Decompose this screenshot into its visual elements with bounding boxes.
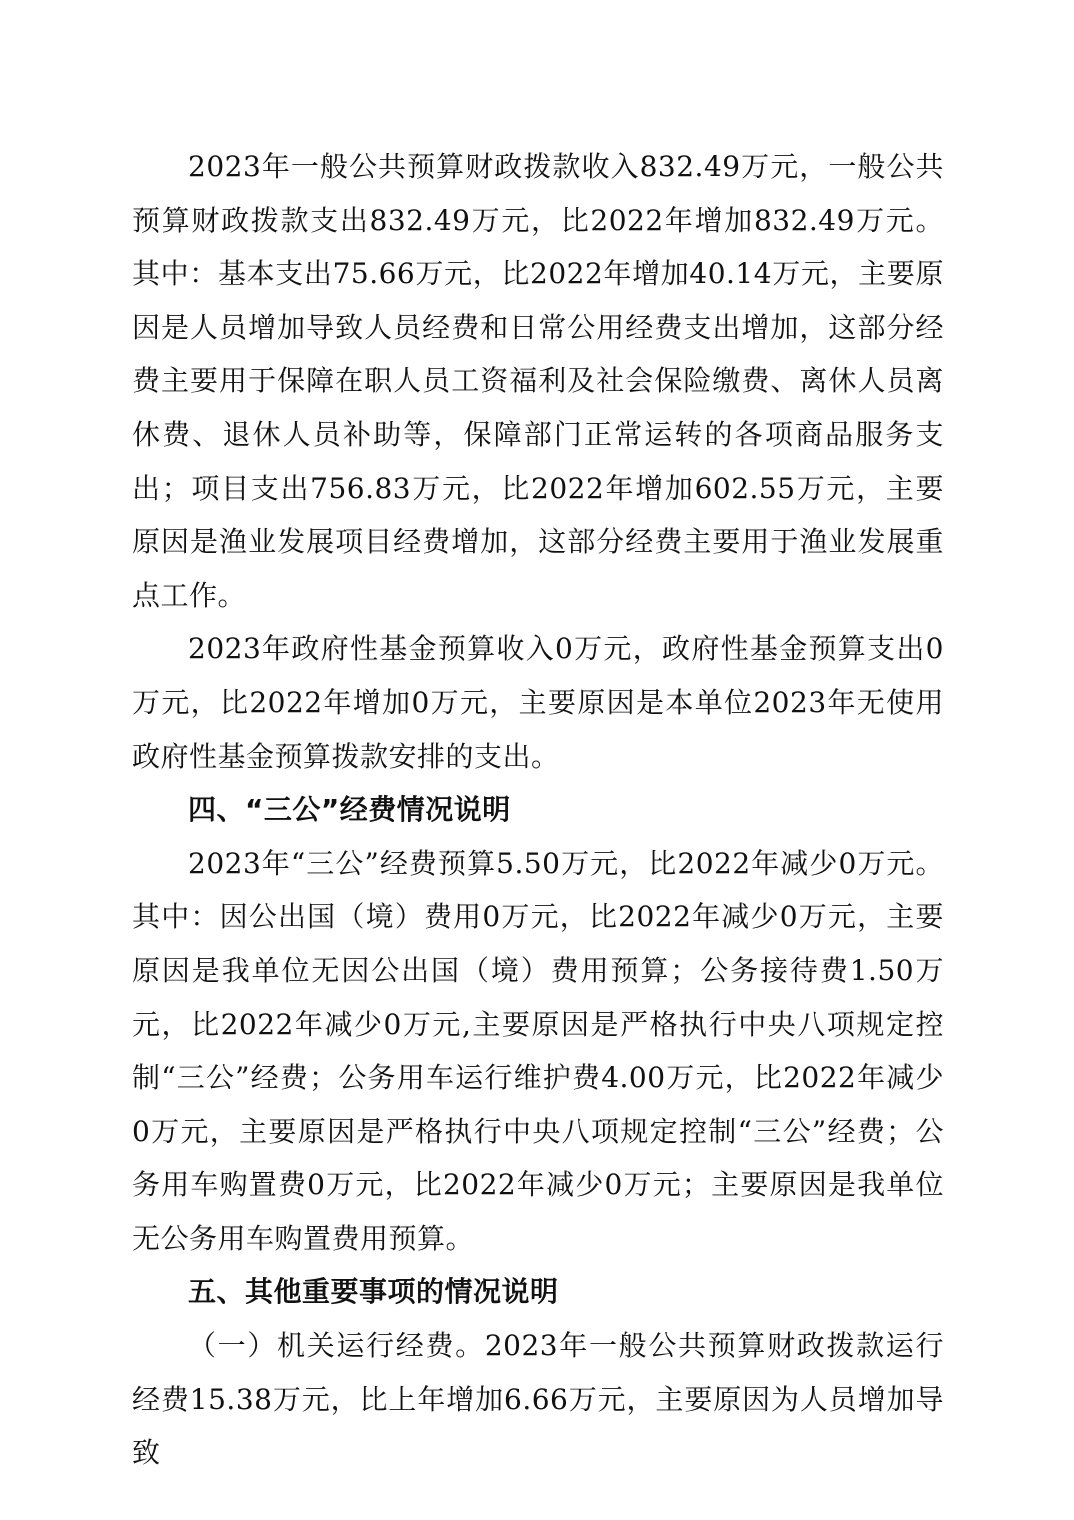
- document-body: [132, 140, 944, 1480]
- section-heading-other-matters: 五、其他重要事项的情况说明: [188, 1275, 559, 1309]
- paragraph-three-public-funds: 2023年“三公”经费预算5.50万元，比2022年减少0万元。其中：因公出国（境）费用0万元，比2022年减少0万元，主要原因是我单位无因公出国（境）费用预算；公务接待费1.50万元，比2022年减少0万元,主要原因是严格执行中央八项规定控制“三公”经费；公务用车运行维护费4.00万元，比2022年减少0万元，主要原因是严格执行中央八项规定控制“三公”经费；公务用车购置费0万元，比2022年减少0万元；主要原因是我单位无公务用车购置费用预算。: [132, 846, 944, 1255]
- section-heading-three-public: 四、“三公”经费情况说明: [188, 793, 511, 827]
- paragraph-operating-funds: （一）机关运行经费。2023年一般公共预算财政拨款运行经费15.38万元，比上年增加6.66万元，主要原因为人员增加导致: [132, 1329, 944, 1470]
- paragraph-general-budget: 2023年一般公共预算财政拨款收入832.49万元，一般公共预算财政拨款支出832.49万元，比2022年增加832.49万元。其中：基本支出75.66万元，比2022年增加40.14万元，主要原因是人员增加导致人员经费和日常公用经费支出增加，这部分经费主要用于保障在职人员工资福利及社会保险缴费、离休人员离休费、退休人员补助等，保障部门正常运转的各项商品服务支出；项目支出756.83万元，比2022年增加602.55万元，主要原因是渔业发展项目经费增加，这部分经费主要用于渔业发展重点工作。: [132, 150, 944, 612]
- paragraph-government-fund: 2023年政府性基金预算收入0万元，政府性基金预算支出0万元，比2022年增加0万元，主要原因是本单位2023年无使用政府性基金预算拨款安排的支出。: [132, 632, 944, 773]
